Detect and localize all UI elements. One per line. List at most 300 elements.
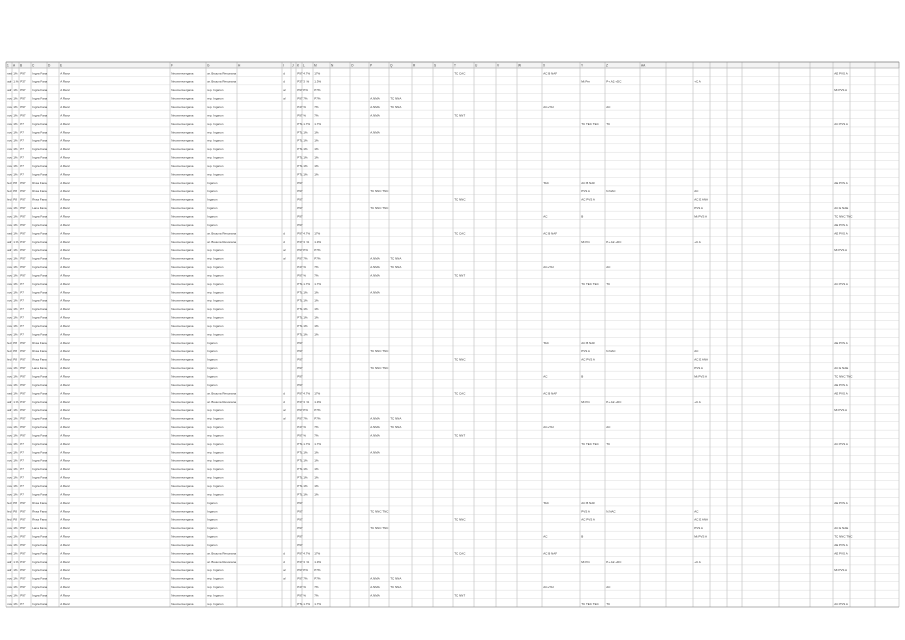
cell-x: AC PVS A: [834, 281, 848, 286]
cell-k: 1%: [314, 475, 319, 480]
cell-i: P97: [297, 206, 303, 211]
column-letter: D: [48, 63, 51, 68]
cell-k: 1%: [314, 155, 319, 160]
cell-i: P97: [297, 231, 303, 236]
cell-e: A Ranz: [60, 130, 70, 135]
cell-c: P97: [20, 500, 26, 505]
cell-a: fed: [7, 180, 12, 185]
cell-f: Neumenvergana: [171, 113, 194, 118]
cell-q: TC CAC: [454, 391, 466, 396]
cell-f: Neumenvergana: [171, 96, 194, 101]
cell-f: Neumenvergana: [171, 475, 194, 480]
cell-j: 7%: [303, 416, 308, 421]
cell-d: Ingza Fana: [32, 483, 48, 488]
cell-v: TC: [606, 281, 611, 286]
column-letter: J: [292, 63, 294, 68]
cell-b: 1.%: [13, 559, 19, 564]
cell-e: A Ranz: [60, 88, 70, 93]
cell-x: AC PVS A: [834, 441, 848, 446]
cell-c: P97: [20, 248, 26, 253]
cell-v: P+.A2.+DC: [606, 559, 622, 564]
cell-b: 1%: [13, 147, 18, 152]
cell-u: B: [581, 374, 584, 379]
cell-f: Neumenvergana: [171, 576, 194, 581]
cell-e: A Ranz: [60, 399, 70, 404]
cell-c: P97: [20, 425, 26, 430]
cell-f: Neumenvergana: [171, 315, 194, 320]
cell-g: rep. Ingaron: [207, 273, 224, 278]
cell-v: TC: [606, 121, 611, 126]
cell-g: rep. Ingaron: [207, 483, 224, 488]
cell-d: Rvsa Fana: [32, 349, 47, 354]
cell-k: 17%: [314, 551, 321, 556]
cell-m: A.NMA: [370, 273, 380, 278]
cell-i: P97: [297, 357, 303, 362]
cell-a: nov: [7, 323, 13, 328]
cell-t: AC+TAI: [543, 425, 554, 430]
cell-h: d: [283, 559, 285, 564]
cell-b: 1%: [13, 475, 18, 480]
cell-e: A Ranz: [60, 458, 70, 463]
cell-d: Ingza Fana: [32, 559, 48, 564]
cell-g: Ingaron: [207, 214, 218, 219]
column-letter: I: [283, 63, 284, 68]
cell-i: P97: [297, 273, 303, 278]
cell-i: P97: [297, 576, 303, 581]
cell-b: 1%: [13, 542, 18, 547]
cell-x: AE PVS A: [834, 71, 848, 76]
cell-a: nov: [7, 105, 13, 110]
cell-x: AE PVS A: [834, 551, 848, 556]
cell-d: Ingza Fana: [32, 130, 48, 135]
cell-c: P7: [20, 458, 24, 463]
cell-g: rep. Ingaron: [207, 585, 224, 590]
cell-a: nov: [7, 273, 13, 278]
cell-a: fed: [7, 509, 12, 514]
cell-b: 1%: [13, 601, 18, 606]
cell-u: PVS A: [581, 349, 590, 354]
cell-c: P97: [20, 180, 26, 185]
cell-m: A.NMA: [370, 265, 380, 270]
cell-c: P97: [20, 265, 26, 270]
cell-k: 1.7%: [314, 121, 322, 126]
cell-k: 1.3%: [314, 559, 322, 564]
cell-x: AE PVS A: [834, 542, 848, 547]
cell-c: P7: [20, 147, 24, 152]
cell-i: PTL: [297, 290, 303, 295]
cell-j: %: [303, 265, 306, 270]
cell-b: 1%: [13, 551, 18, 556]
cell-b: 1%: [13, 576, 18, 581]
cell-a: nov: [7, 433, 13, 438]
cell-g: rep. Ingaron: [207, 290, 224, 295]
cell-a: adr: [7, 88, 12, 93]
cell-u: TC TEC TEC: [581, 281, 599, 286]
cell-d: Ingza Fana: [32, 88, 48, 93]
cell-e: A Ranz: [60, 79, 70, 84]
cell-u: Mt Prn: [581, 239, 591, 244]
cell-a: adr: [7, 239, 12, 244]
cell-f: Neumenvergana: [171, 399, 194, 404]
cell-a: fed: [7, 197, 12, 202]
cell-d: Ingza Fana: [32, 593, 48, 598]
cell-a: nov: [7, 130, 13, 135]
cell-e: A Ranz: [60, 500, 70, 505]
cell-f: Neumenvergana: [171, 568, 194, 573]
cell-f: Neumenvergana: [171, 265, 194, 270]
cell-c: P97: [20, 113, 26, 118]
cell-c: P97: [20, 88, 26, 93]
cell-c: P97: [20, 340, 26, 345]
cell-k: P7%: [314, 88, 321, 93]
cell-e: A Ranz: [60, 416, 70, 421]
cell-e: A Ranz: [60, 231, 70, 236]
cell-c: P7: [20, 298, 24, 303]
cell-i: PTL: [297, 315, 303, 320]
cell-d: Ingza Fana: [32, 121, 48, 126]
cell-d: Ingza Fana: [32, 382, 48, 387]
cell-e: A Ranz: [60, 568, 70, 573]
cell-c: P7: [20, 315, 24, 320]
cell-i: P97: [297, 391, 303, 396]
cell-j: %: [303, 113, 306, 118]
cell-c: P97: [20, 416, 26, 421]
cell-i: PTL: [297, 323, 303, 328]
cell-b: P8: [13, 517, 17, 522]
cell-c: P37: [20, 79, 26, 84]
cell-c: P7: [20, 601, 24, 606]
cell-i: PTL: [297, 492, 303, 497]
cell-c: P7: [20, 307, 24, 312]
cell-j: 1%: [303, 475, 308, 480]
cell-h: a/: [283, 576, 286, 581]
cell-b: 1.%: [13, 399, 19, 404]
cell-c: P37: [20, 239, 26, 244]
cell-f: Neumenvergana: [171, 593, 194, 598]
cell-a: nov: [7, 155, 13, 160]
cell-j: 1%: [303, 315, 308, 320]
cell-c: P97: [20, 408, 26, 413]
column-letter: U: [475, 63, 478, 68]
cell-x: AE PVS A: [834, 382, 848, 387]
cell-c: P7: [20, 492, 24, 497]
cell-e: A Ranz: [60, 340, 70, 345]
cell-n: TC NNA: [390, 256, 402, 261]
cell-c: P7: [20, 323, 24, 328]
cell-i: P47: [297, 585, 303, 590]
cell-g: rep. Ingaron: [207, 256, 224, 261]
cell-f: Neumenvergana: [171, 467, 194, 472]
column-letter: G: [207, 63, 210, 68]
cell-i: PTL: [297, 163, 303, 168]
cell-g: rep. Ingaron: [207, 172, 224, 177]
cell-b: 1%: [13, 585, 18, 590]
cell-d: Ingza Fana: [32, 79, 48, 84]
cell-i: P97: [297, 568, 303, 573]
cell-e: A Ranz: [60, 96, 70, 101]
cell-a: nov: [7, 441, 13, 446]
cell-e: A Ranz: [60, 138, 70, 143]
cell-g: rep. Ingaron: [207, 441, 224, 446]
cell-i: P47: [297, 105, 303, 110]
cell-w: AC E ANA: [694, 197, 709, 202]
cell-f: Neumenvergana: [171, 601, 194, 606]
cell-g: rep. Ingaron: [207, 475, 224, 480]
cell-m: A.NMA: [370, 113, 380, 118]
cell-t: AC+TAI: [543, 585, 554, 590]
cell-a: fed: [7, 189, 12, 194]
cell-j: 1%: [303, 290, 308, 295]
cell-j: 4.7%: [303, 231, 311, 236]
cell-d: Ingza Fana: [32, 315, 48, 320]
cell-j: %: [303, 585, 306, 590]
cell-k: 1%: [314, 147, 319, 152]
cell-b: 1%: [13, 231, 18, 236]
cell-j: %: [303, 425, 306, 430]
cell-m: A.NMA: [370, 96, 380, 101]
cell-g: Ingaron: [207, 374, 218, 379]
cell-e: A Ranz: [60, 450, 70, 455]
cell-k: 1%: [314, 332, 319, 337]
cell-j: P%: [303, 248, 308, 253]
cell-u: Mt Prn: [581, 559, 591, 564]
cell-b: 1%: [13, 441, 18, 446]
cell-g: rep. Ingaron: [207, 332, 224, 337]
cell-f: Neumenvergana: [171, 222, 194, 227]
cell-e: A Ranz: [60, 349, 70, 354]
cell-f: Neumenvergana: [171, 121, 194, 126]
cell-e: A Ranz: [60, 542, 70, 547]
cell-i: P37: [297, 559, 303, 564]
cell-f: Neumenvergana: [171, 105, 194, 110]
cell-j: 7%: [303, 96, 308, 101]
cell-b: 1%: [13, 155, 18, 160]
cell-i: P47: [297, 425, 303, 430]
cell-w: +C A: [694, 79, 701, 84]
cell-g: rep. Ingaron: [207, 88, 224, 93]
cell-j: 7%: [303, 576, 308, 581]
cell-d: Ingza Fana: [32, 601, 48, 606]
cell-i: P97: [297, 534, 303, 539]
cell-c: P97: [20, 526, 26, 531]
cell-f: Neumenvergana: [171, 408, 194, 413]
cell-t: AC: [543, 214, 548, 219]
cell-e: A Ranz: [60, 382, 70, 387]
cell-i: P97: [297, 256, 303, 261]
cell-e: A Ranz: [60, 290, 70, 295]
cell-a: adr: [7, 568, 12, 573]
cell-b: 1%: [13, 96, 18, 101]
cell-b: 1%: [13, 121, 18, 126]
cell-c: P7: [20, 121, 24, 126]
cell-m: A.NMA: [370, 105, 380, 110]
cell-g: ar. Bsuuna Resonana: [207, 79, 237, 84]
cell-m: TC NNC TNC: [370, 189, 389, 194]
cell-w: AC: [694, 509, 699, 514]
cell-q: TC NNC: [454, 357, 466, 362]
cell-d: Ingza Fana: [32, 542, 48, 547]
cell-w: Mt PVS A: [694, 214, 708, 219]
cell-e: A Ranz: [60, 121, 70, 126]
column-letter: A: [13, 63, 16, 68]
cell-d: Ingza Fana: [32, 534, 48, 539]
cell-u: TC TEC TEC: [581, 601, 599, 606]
cell-k: 7%: [314, 593, 319, 598]
cell-a: nov: [7, 366, 13, 371]
cell-i: P97: [297, 416, 303, 421]
cell-h: a/: [283, 256, 286, 261]
cell-c: P97: [20, 71, 26, 76]
cell-j: 1.7%: [303, 121, 311, 126]
cell-e: A Ranz: [60, 105, 70, 110]
cell-a: sed: [7, 391, 13, 396]
cell-w: PVS A: [694, 526, 703, 531]
cell-c: P97: [20, 593, 26, 598]
cell-d: Lana Fana: [32, 206, 47, 211]
cell-f: Neumenvergana: [171, 197, 194, 202]
cell-f: Neumenvergana: [171, 206, 194, 211]
cell-d: Ingza Fana: [32, 551, 48, 556]
cell-j: 1%: [303, 467, 308, 472]
cell-b: 1%: [13, 298, 18, 303]
cell-a: nov: [7, 163, 13, 168]
cell-i: PTL: [297, 281, 303, 286]
cell-k: 1%: [314, 323, 319, 328]
cell-b: 1%: [13, 130, 18, 135]
cell-i: PTL: [297, 298, 303, 303]
cell-e: A Ranz: [60, 357, 70, 362]
cell-q: TC CAC: [454, 551, 466, 556]
cell-k: 7%: [314, 425, 319, 430]
cell-g: rep. Ingaron: [207, 576, 224, 581]
cell-u: Mt Prn: [581, 399, 591, 404]
cell-d: Ingza Fana: [32, 408, 48, 413]
cell-m: A.NMA: [370, 290, 380, 295]
cell-g: Ingaron: [207, 517, 218, 522]
cell-b: 1%: [13, 467, 18, 472]
cell-b: 1%: [13, 450, 18, 455]
cell-u: B: [581, 534, 584, 539]
cell-e: A Ranz: [60, 517, 70, 522]
cell-d: Lana Fana: [32, 366, 47, 371]
cell-b: 1%: [13, 382, 18, 387]
column-letter: K: [297, 63, 300, 68]
cell-x: AC E NAE: [834, 526, 849, 531]
cell-a: sed: [7, 71, 13, 76]
cell-i: P97: [297, 88, 303, 93]
cell-a: nov: [7, 307, 13, 312]
cell-i: P37: [297, 239, 303, 244]
cell-k: P7%: [314, 576, 321, 581]
cell-f: Neumenvergana: [171, 349, 194, 354]
cell-b: 1%: [13, 256, 18, 261]
cell-k: P7%: [314, 96, 321, 101]
cell-i: P97: [297, 500, 303, 505]
cell-k: 17%: [314, 391, 321, 396]
cell-e: A Ranz: [60, 576, 70, 581]
cell-i: P97: [297, 374, 303, 379]
cell-t: AC B NAF: [543, 71, 558, 76]
cell-k: 1%: [314, 130, 319, 135]
cell-w: +C A: [694, 399, 701, 404]
cell-j: 1%: [303, 147, 308, 152]
cell-k: 7%: [314, 273, 319, 278]
cell-v: AC: [606, 585, 611, 590]
cell-c: P7: [20, 475, 24, 480]
cell-c: P7: [20, 332, 24, 337]
cell-a: nov: [7, 425, 13, 430]
cell-e: A Ranz: [60, 315, 70, 320]
cell-e: A Ranz: [60, 509, 70, 514]
cell-c: P97: [20, 214, 26, 219]
cell-h: d: [283, 239, 285, 244]
cell-v: TC: [606, 441, 611, 446]
cell-d: Ingza Fana: [32, 458, 48, 463]
cell-f: Neumenvergana: [171, 492, 194, 497]
cell-j: 1.7%: [303, 601, 311, 606]
cell-a: nov: [7, 450, 13, 455]
cell-m: TC NNC TNC: [370, 349, 389, 354]
cell-b: 1%: [13, 526, 18, 531]
cell-b: 1%: [13, 273, 18, 278]
cell-h: d: [283, 391, 285, 396]
cell-a: fed: [7, 349, 12, 354]
cell-g: rep. Ingaron: [207, 298, 224, 303]
cell-g: rep. Ingaron: [207, 408, 224, 413]
cell-g: rep. Ingaron: [207, 105, 224, 110]
cell-c: P97: [20, 189, 26, 194]
cell-c: P97: [20, 105, 26, 110]
column-letter: F: [171, 63, 173, 68]
cell-w: Mt PVS A: [694, 534, 708, 539]
cell-i: PTL: [297, 130, 303, 135]
column-letter: E: [60, 63, 63, 68]
cell-x: AC PVS A: [834, 601, 848, 606]
cell-x: Mt PVS A: [834, 408, 848, 413]
cell-m: A.NMA: [370, 256, 380, 261]
cell-u: AC PVS A: [581, 197, 595, 202]
cell-k: 1%: [314, 307, 319, 312]
cell-c: P7: [20, 441, 24, 446]
cell-e: A Ranz: [60, 248, 70, 253]
cell-k: 1%: [314, 172, 319, 177]
cell-g: rep. Ingaron: [207, 433, 224, 438]
cell-c: P97: [20, 256, 26, 261]
cell-b: 1%: [13, 391, 18, 396]
cell-j: %: [303, 593, 306, 598]
cell-h: a/: [283, 568, 286, 573]
cell-i: PTL: [297, 450, 303, 455]
cell-j: 1%: [303, 323, 308, 328]
cell-g: Ingaron: [207, 349, 218, 354]
cell-f: Neumenvergana: [171, 214, 194, 219]
cell-i: P97: [297, 509, 303, 514]
cell-v: P+.A2.+DC: [606, 399, 622, 404]
cell-w: AC: [694, 189, 699, 194]
cell-e: A Ranz: [60, 281, 70, 286]
cell-b: 1%: [13, 248, 18, 253]
cell-j: 1%: [303, 298, 308, 303]
cell-d: Rvsa Fana: [32, 189, 47, 194]
cell-c: P7: [20, 290, 24, 295]
cell-k: 1.3%: [314, 79, 322, 84]
cell-b: 1%: [13, 568, 18, 573]
cell-d: Rvsa Fana: [32, 357, 47, 362]
cell-c: P97: [20, 391, 26, 396]
cell-e: A Ranz: [60, 441, 70, 446]
cell-a: nov: [7, 585, 13, 590]
cell-b: 1.%: [13, 239, 19, 244]
